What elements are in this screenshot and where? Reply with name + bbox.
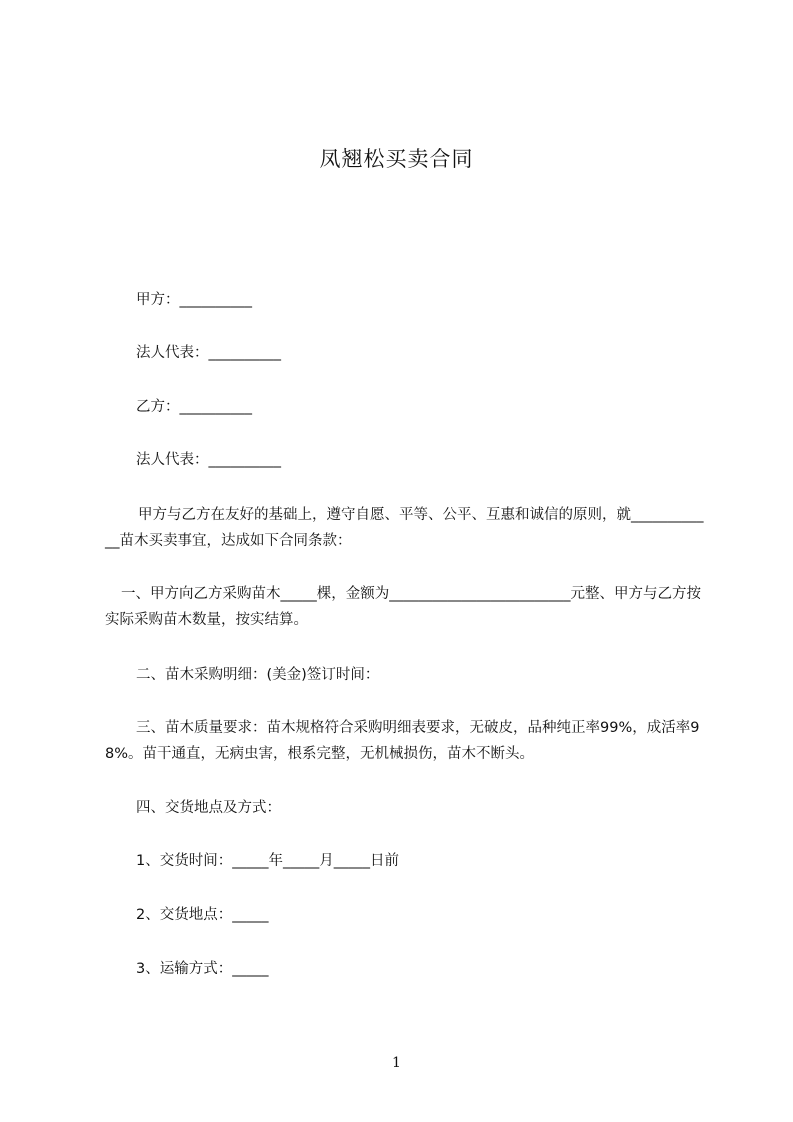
- page-number: 1: [392, 1055, 401, 1071]
- party-b-representative-line: 法人代表：__________: [136, 452, 281, 468]
- party-a-line: 甲方：__________: [136, 292, 252, 308]
- delivery-location-item: 2、交货地点：_____: [136, 907, 269, 923]
- party-b-line: 乙方：__________: [136, 399, 252, 415]
- clause-2-paragraph: 二、苗木采购明细：(美金)签订时间：: [136, 667, 380, 683]
- clause-4-heading: 四、交货地点及方式：: [136, 800, 281, 816]
- transport-method-item: 3、运输方式：_____: [136, 961, 269, 977]
- party-a-representative-line: 法人代表：__________: [136, 345, 281, 361]
- intro-paragraph: 甲方与乙方在友好的基础上，遵守自愿、平等、公平、互惠和诚信的原则，就____________苗木买卖事宜，达成如下合同条款：: [105, 507, 704, 549]
- document-title: 凤翘松买卖合同: [319, 147, 474, 171]
- clause-3-paragraph: 三、苗木质量要求：苗木规格符合采购明细表要求，无破皮，品种纯正率99%，成活率98%。苗干通直，无病虫害，根系完整，无机械损伤，苗木不断头。: [105, 720, 700, 762]
- delivery-time-item: 1、交货时间：_____年_____月_____日前: [136, 853, 399, 869]
- clause-1-paragraph: 一、甲方向乙方采购苗木_____棵，金额为_________________________元整、甲方与乙方按实际采购苗木数量，按实结算。: [105, 586, 701, 628]
